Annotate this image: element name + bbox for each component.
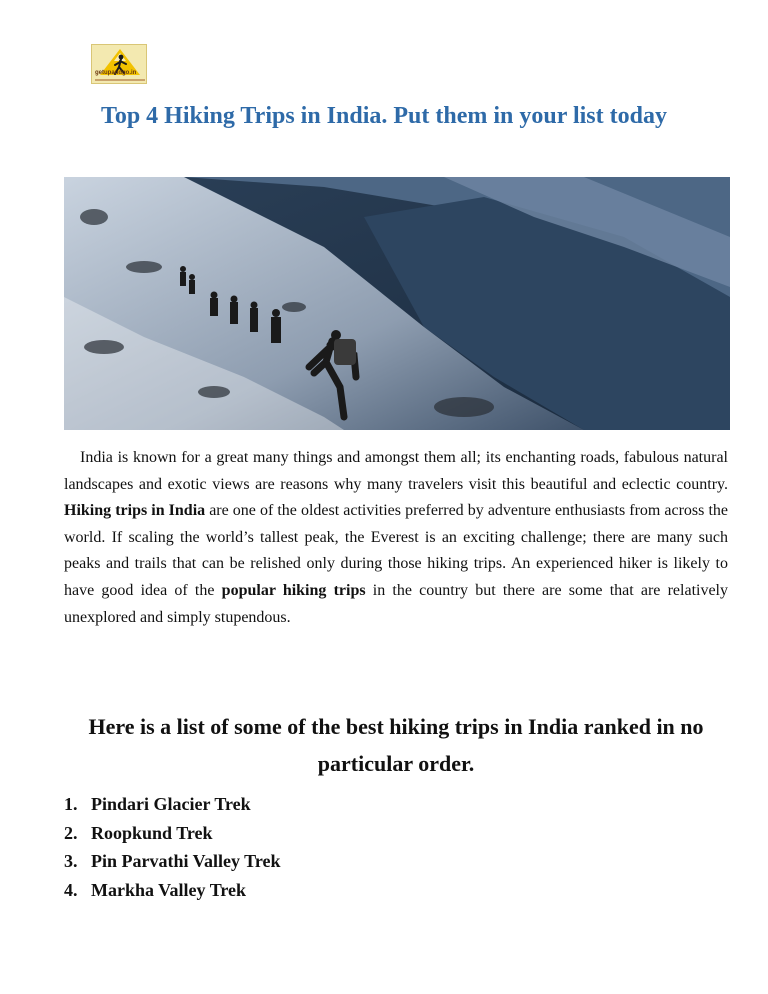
intro-paragraph — [64, 445, 728, 631]
list-item-number: 3. — [64, 851, 78, 871]
logo-underline — [95, 79, 145, 81]
list-item — [64, 819, 728, 848]
intro-text-2: are one of the oldest activities preferred by adventure enthusiasts from across the world. If scaling the world’s tallest peak, the Everest is an exciting challenge; there are many such peaks and trails that can be relished only during those hiking trips. An experienced hiker is likely to have good idea of the — [64, 502, 728, 599]
list-item — [64, 876, 728, 905]
logo-text: getupandgo.in — [95, 70, 137, 76]
list-item-label: Pin Parvathi Valley Trek — [91, 851, 281, 871]
list-item-number: 2. — [64, 822, 78, 843]
page-title: Top 4 Hiking Trips in India. Put them in your list today — [101, 103, 667, 129]
list-item — [64, 847, 728, 876]
intro-text-3: in the country but there are some that are relatively unexplored and simply stupendous. — [64, 581, 728, 626]
list-item-label: Roopkund Trek — [91, 822, 213, 843]
list-heading-line-2: particular order. — [317, 751, 475, 776]
list-item-number: 4. — [64, 879, 78, 900]
list-item-number: 1. — [64, 794, 78, 814]
list-item — [64, 790, 728, 819]
list-item-label: Markha Valley Trek — [91, 879, 247, 900]
hiking-trips-link[interactable]: Hiking trips in India — [64, 502, 206, 520]
mountain-hikers-illustration — [64, 177, 730, 430]
intro-text-1: India is known for a great many things and amongst them all; its enchanting roads, fabulous natural landscapes and exotic views are reasons why many travelers visit this beautiful and eclectic country. — [64, 449, 728, 493]
list-heading — [64, 708, 728, 782]
list-item-label: Pindari Glacier Trek — [91, 794, 251, 814]
site-logo[interactable] — [91, 44, 147, 84]
trek-list — [64, 790, 728, 904]
popular-hiking-trips-link[interactable]: popular hiking trips — [221, 581, 366, 599]
hero-image — [64, 177, 730, 430]
list-heading-line-1: Here is a list of some of the best hiking trips in India ranked in no — [88, 714, 704, 739]
